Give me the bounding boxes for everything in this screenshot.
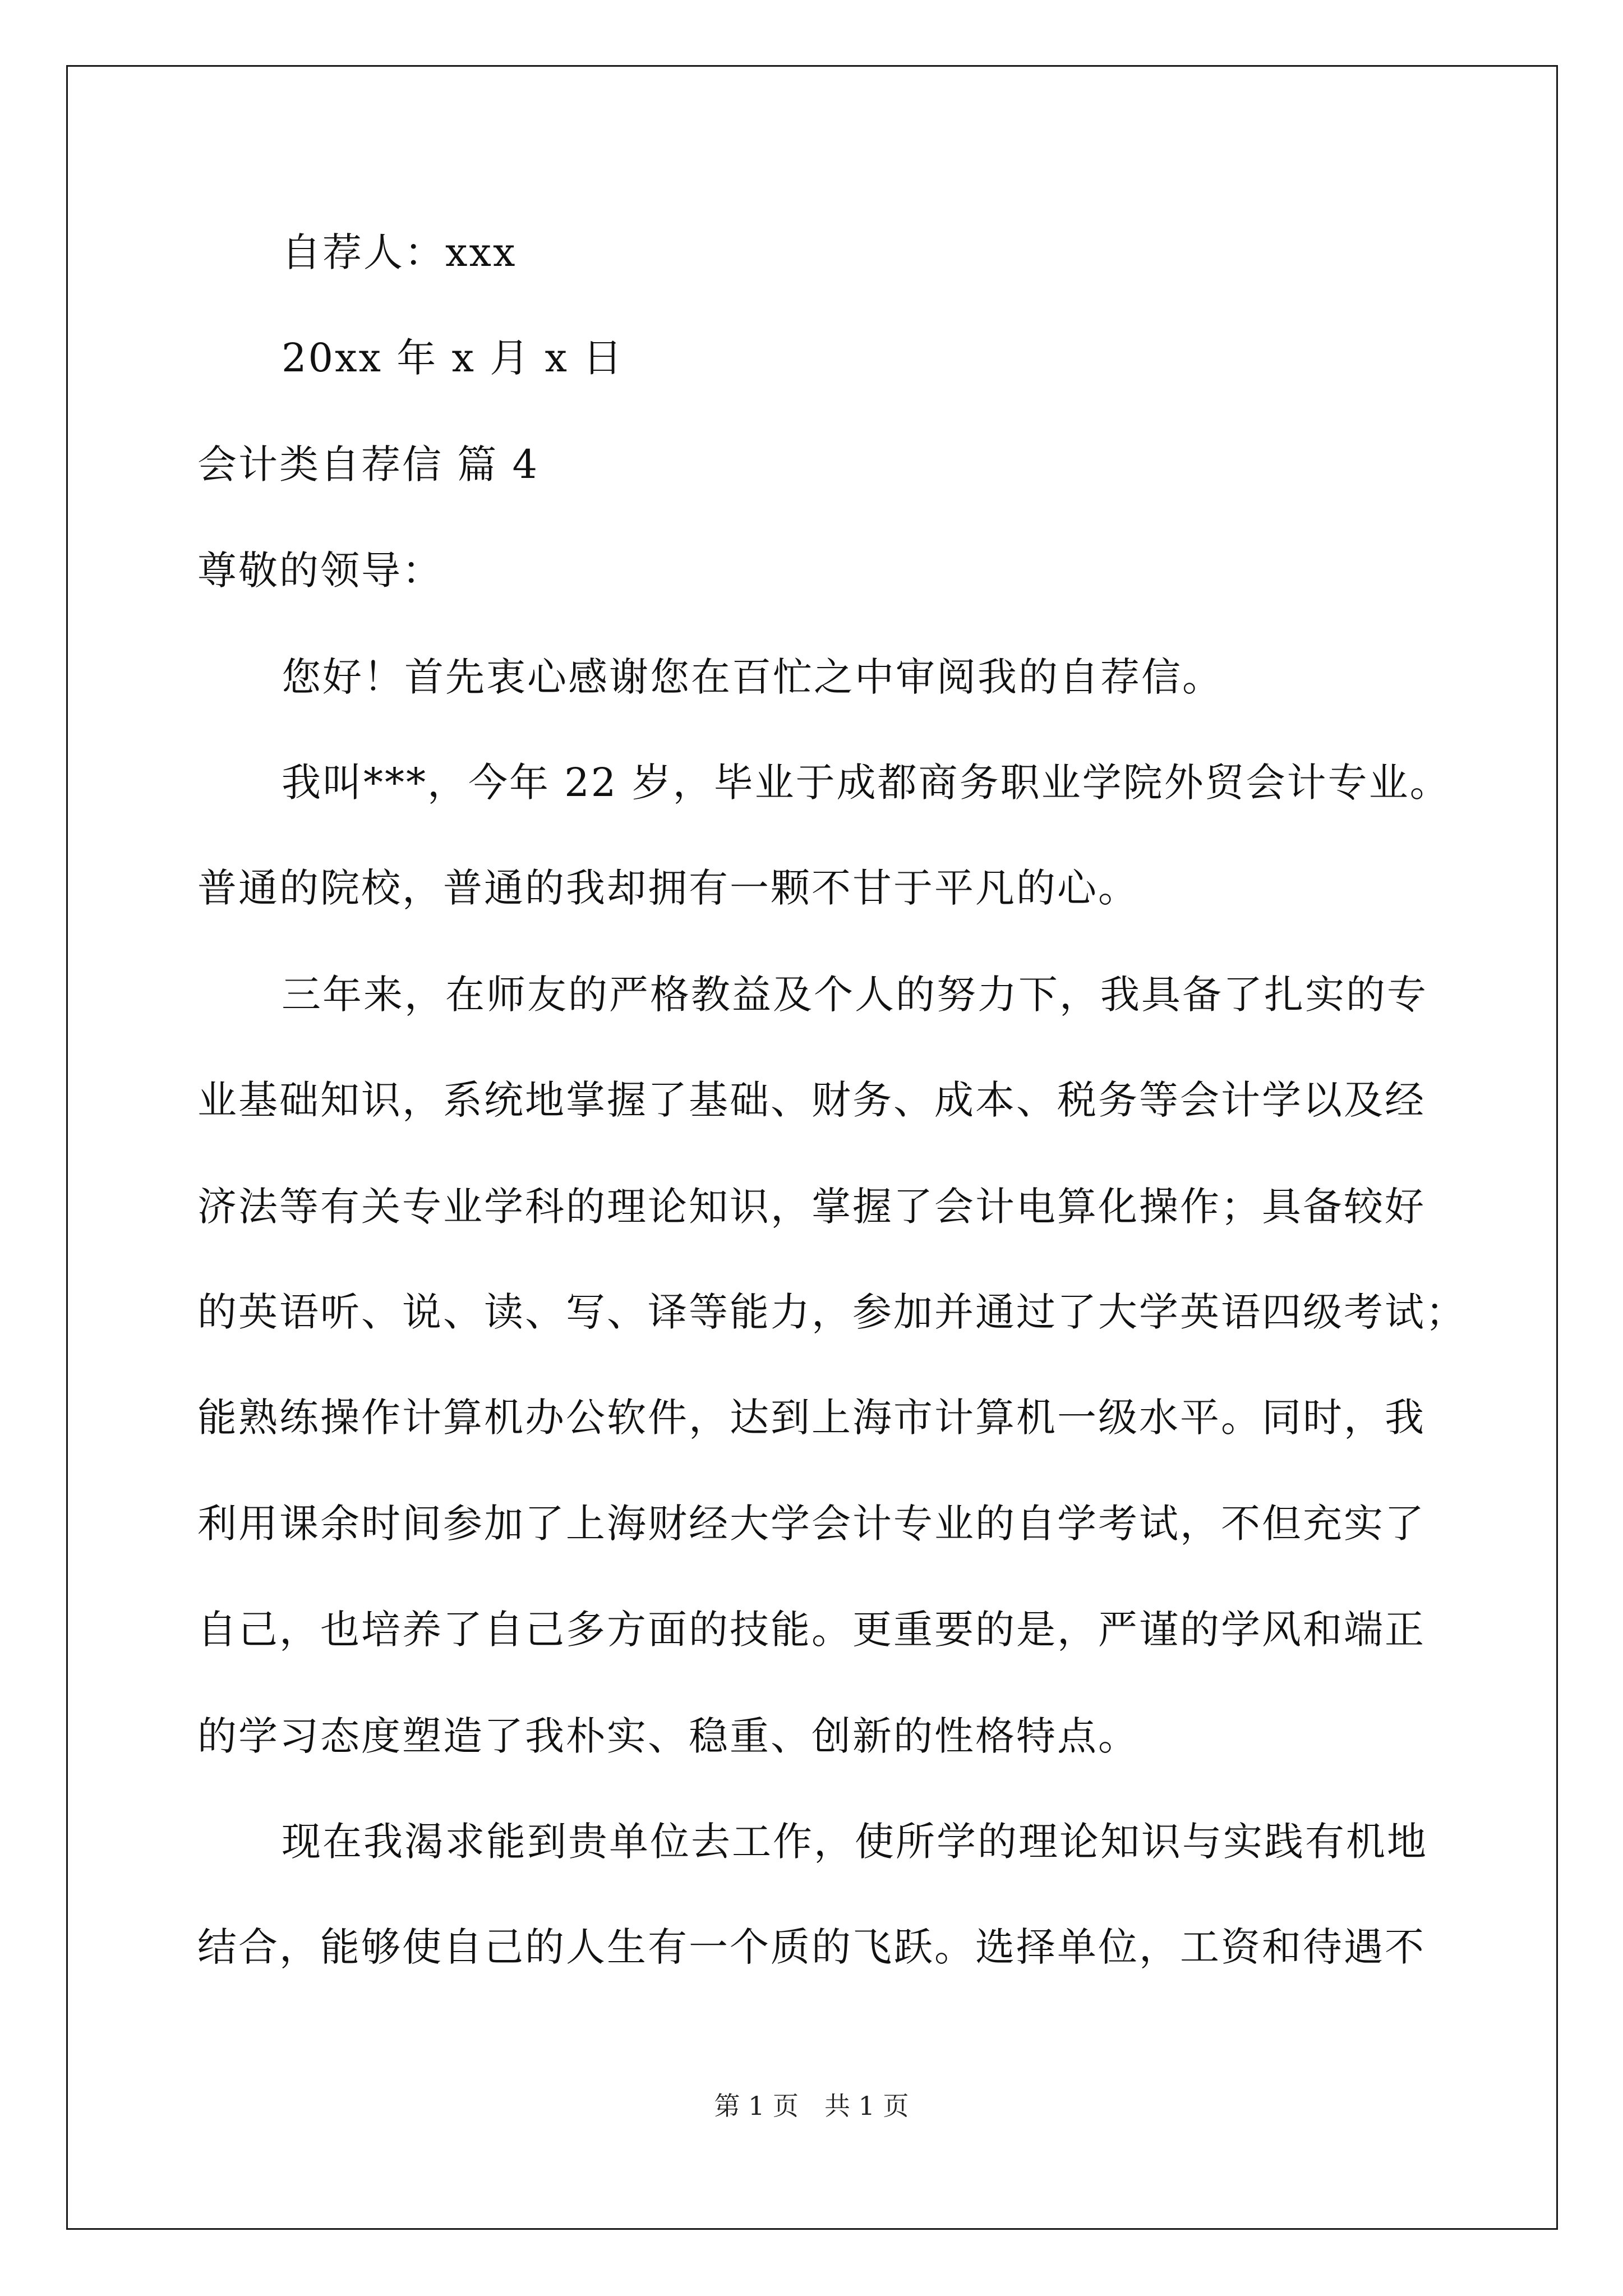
signature-line: 自荐人：xxx bbox=[282, 229, 517, 275]
page-border bbox=[66, 65, 1558, 2230]
paragraph-line: 现在我渴求能到贵单位去工作，使所学的理论知识与实践有机地 bbox=[282, 1819, 1428, 1865]
paragraph-line: 利用课余时间参加了上海财经大学会计专业的自学考试，不但充实了 bbox=[197, 1501, 1426, 1547]
paragraph-line: 我叫***，今年 22 岁，毕业于成都商务职业学院外贸会计专业。 bbox=[282, 760, 1451, 806]
section-title: 会计类自荐信 篇 4 bbox=[197, 441, 540, 487]
paragraph-line: 您好！首先衷心感谢您在百忙之中审阅我的自荐信。 bbox=[282, 654, 1223, 700]
paragraph-line: 的英语听、说、读、写、译等能力，参加并通过了大学英语四级考试； bbox=[197, 1289, 1467, 1335]
paragraph-line: 三年来，在师友的严格教益及个人的努力下，我具备了扎实的专 bbox=[282, 972, 1428, 1018]
salutation: 尊敬的领导： bbox=[197, 547, 443, 593]
page-number: 第 1 页 共 1 页 bbox=[714, 2091, 909, 2121]
paragraph-line: 自己，也培养了自己多方面的技能。更重要的是，严谨的学风和端正 bbox=[197, 1607, 1426, 1653]
paragraph-line: 业基础知识，系统地掌握了基础、财务、成本、税务等会计学以及经 bbox=[197, 1077, 1426, 1123]
paragraph-line: 能熟练操作计算机办公软件，达到上海市计算机一级水平。同时，我 bbox=[197, 1395, 1426, 1441]
date-line: 20xx 年 x 月 x 日 bbox=[282, 335, 624, 381]
paragraph-line: 济法等有关专业学科的理论知识，掌握了会计电算化操作；具备较好 bbox=[197, 1184, 1426, 1230]
paragraph-line: 普通的院校，普通的我却拥有一颗不甘于平凡的心。 bbox=[197, 865, 1139, 911]
paragraph-line: 结合，能够使自己的人生有一个质的飞跃。选择单位，工资和待遇不 bbox=[197, 1924, 1426, 1970]
paragraph-line: 的学习态度塑造了我朴实、稳重、创新的性格特点。 bbox=[197, 1713, 1139, 1759]
